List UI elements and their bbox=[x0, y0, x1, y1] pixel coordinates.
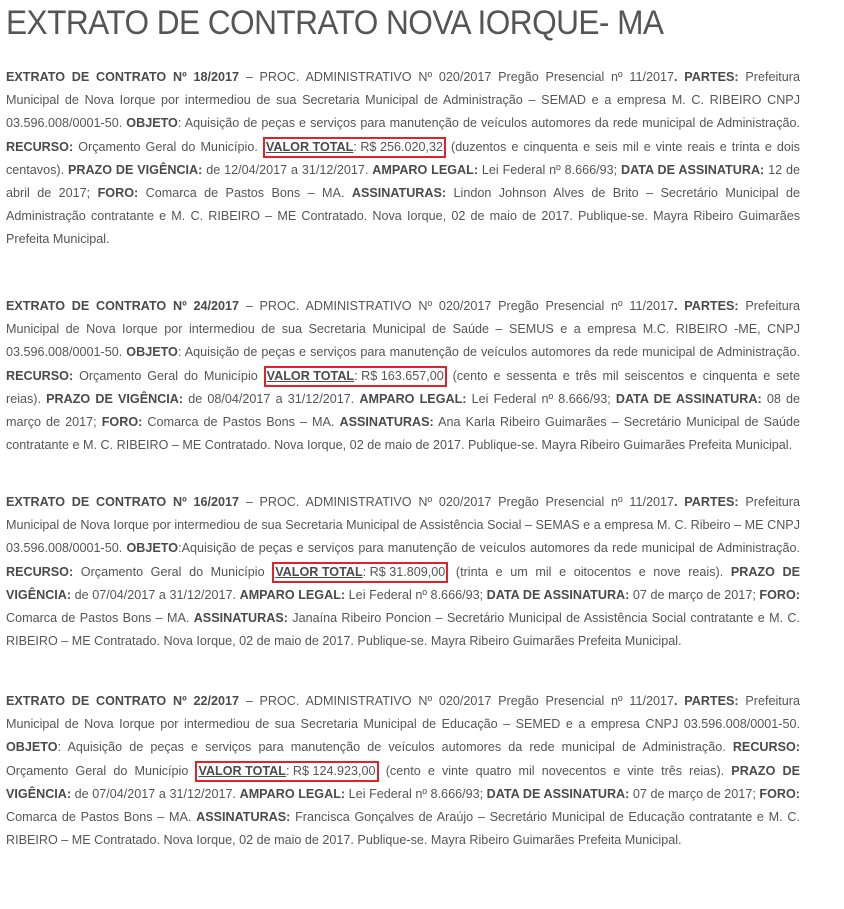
extrato-16-2017: EXTRATO DE CONTRATO Nº 16/2017 – PROC. ADMINISTRATIVO Nº 020/2017 Pregão Presencial nº 11/2017. PARTES: Prefeitura Municipal de Nova Iorque por intermediou de sua Secretaria Municipal de Assistência Social – SEMAS e a empresa M. C. Ribeiro – ME CNPJ 03.596.008/0001-50. OBJETO:Aquisição de peças e serviços para manutenção de veículos automores da rede municipal de Administração. RECURSO: Orçamento Geral do Município VALOR TOTAL: R$ 31.809,00 (trinta e um mil e oitocentos e nove reais). PRAZO DE VIGÊNCIA: de 07/04/2017 a 31/12/2017. AMPARO LEGAL: Lei Federal nº 8.666/93; DATA DE ASSINATURA: 07 de março de 2017; FORO: Comarca de Pastos Bons – MA. ASSINATURAS: Janaína Ribeiro Poncion – Secretário Municipal de Assistência Social contratante e M. C. RIBEIRO – ME Contratado. Nova Iorque, 02 de maio de 2017. Publique-se. Mayra Ribeiro Guimarães Prefeita Municipal. bbox=[6, 495, 801, 649]
extrato-22-2017: EXTRATO DE CONTRATO Nº 22/2017 – PROC. ADMINISTRATIVO Nº 020/2017 Pregão Presencial nº 11/2017. PARTES: Prefeitura Municipal de Nova Iorque por intermediou de sua Secretaria Municipal de Educação – SEMED e a empresa CNPJ 03.596.008/0001-50. OBJETO: Aquisição de peças e serviços para manutenção de veículos automores da rede municipal de Administração. RECURSO: Orçamento Geral do Município VALOR TOTAL: R$ 124.923,00 (cento e vinte quatro mil novecentos e vinte três reias). PRAZO DE VIGÊNCIA: de 07/04/2017 a 31/12/2017. AMPARO LEGAL: Lei Federal nº 8.666/93; DATA DE ASSINATURA: 07 de março de 2017; FORO: Comarca de Pastos Bons – MA. ASSINATURAS: Francisca Gonçalves de Araújo – Secretário Municipal de Educação contratante e M. C. RIBEIRO – ME Contratado. Nova Iorque, 02 de maio de 2017. Publique-se. Mayra Ribeiro Guimarães Prefeita Municipal. bbox=[6, 694, 800, 848]
extrato-heading: EXTRATO DE CONTRATO Nº 24/2017 bbox=[6, 299, 239, 313]
extrato-heading: EXTRATO DE CONTRATO Nº 18/2017 bbox=[6, 70, 239, 84]
page-title: EXTRATO DE CONTRATO NOVA IORQUE- MA bbox=[6, 4, 664, 42]
extrato-heading: EXTRATO DE CONTRATO Nº 16/2017 bbox=[6, 495, 239, 509]
valor-total-highlight: VALOR TOTAL: R$ 256.020,32 bbox=[263, 137, 446, 158]
extrato-24-2017: EXTRATO DE CONTRATO Nº 24/2017 – PROC. ADMINISTRATIVO Nº 020/2017 Pregão Presencial nº 11/2017. PARTES: Prefeitura Municipal de Nova Iorque por intermediou de sua Secretaria Municipal de Saúde – SEMUS e a empresa M.C. RIBEIRO -ME, CNPJ 03.596.008/0001-50. OBJETO: Aquisição de peças e serviços para manutenção de veículos automores da rede municipal de Administração. RECURSO: Orçamento Geral do Município VALOR TOTAL: R$ 163.657,00 (cento e sessenta e três mil seiscentos e cinquenta e sete reias). PRAZO DE VIGÊNCIA: de 08/04/2017 a 31/12/2017. AMPARO LEGAL: Lei Federal nº 8.666/93; DATA DE ASSINATURA: 08 de março de 2017; FORO: Comarca de Pastos Bons – MA. ASSINATURAS: Ana Karla Ribeiro Guimarães – Secretário Municipal de Saúde contratante e M. C. RIBEIRO – ME Contratado. Nova Iorque, 02 de maio de 2017. Publique-se. Mayra Ribeiro Guimarães Prefeita Municipal. bbox=[6, 299, 801, 453]
valor-total-highlight: VALOR TOTAL: R$ 124.923,00 bbox=[195, 761, 378, 782]
extrato-18-2017: EXTRATO DE CONTRATO Nº 18/2017 – PROC. ADMINISTRATIVO Nº 020/2017 Pregão Presencial nº 11/2017. PARTES: Prefeitura Municipal de Nova Iorque por intermediou de sua Secretaria Municipal de Administração – SEMAD e a empresa M. C. RIBEIRO CNPJ 03.596.008/0001-50. OBJETO: Aquisição de peças e serviços para manutenção de veículos automores da rede municipal de Administração. RECURSO: Orçamento Geral do Município. VALOR TOTAL: R$ 256.020,32 (duzentos e cinquenta e seis mil e vinte reais e trinta e dois centavos). PRAZO DE VIGÊNCIA: de 12/04/2017 a 31/12/2017. AMPARO LEGAL: Lei Federal nº 8.666/93; DATA DE ASSINATURA: 12 de abril de 2017; FORO: Comarca de Pastos Bons – MA. ASSINATURAS: Lindon Johnson Alves de Brito – Secretário Municipal de Administração contratante e M. C. RIBEIRO – ME Contratado. Nova Iorque, 02 de maio de 2017. Publique-se. Mayra Ribeiro Guimarães Prefeita Municipal. bbox=[6, 70, 800, 247]
extrato-heading: EXTRATO DE CONTRATO Nº 22/2017 bbox=[6, 694, 239, 708]
valor-total-highlight: VALOR TOTAL: R$ 31.809,00 bbox=[272, 562, 448, 583]
valor-total-highlight: VALOR TOTAL: R$ 163.657,00 bbox=[264, 366, 447, 387]
